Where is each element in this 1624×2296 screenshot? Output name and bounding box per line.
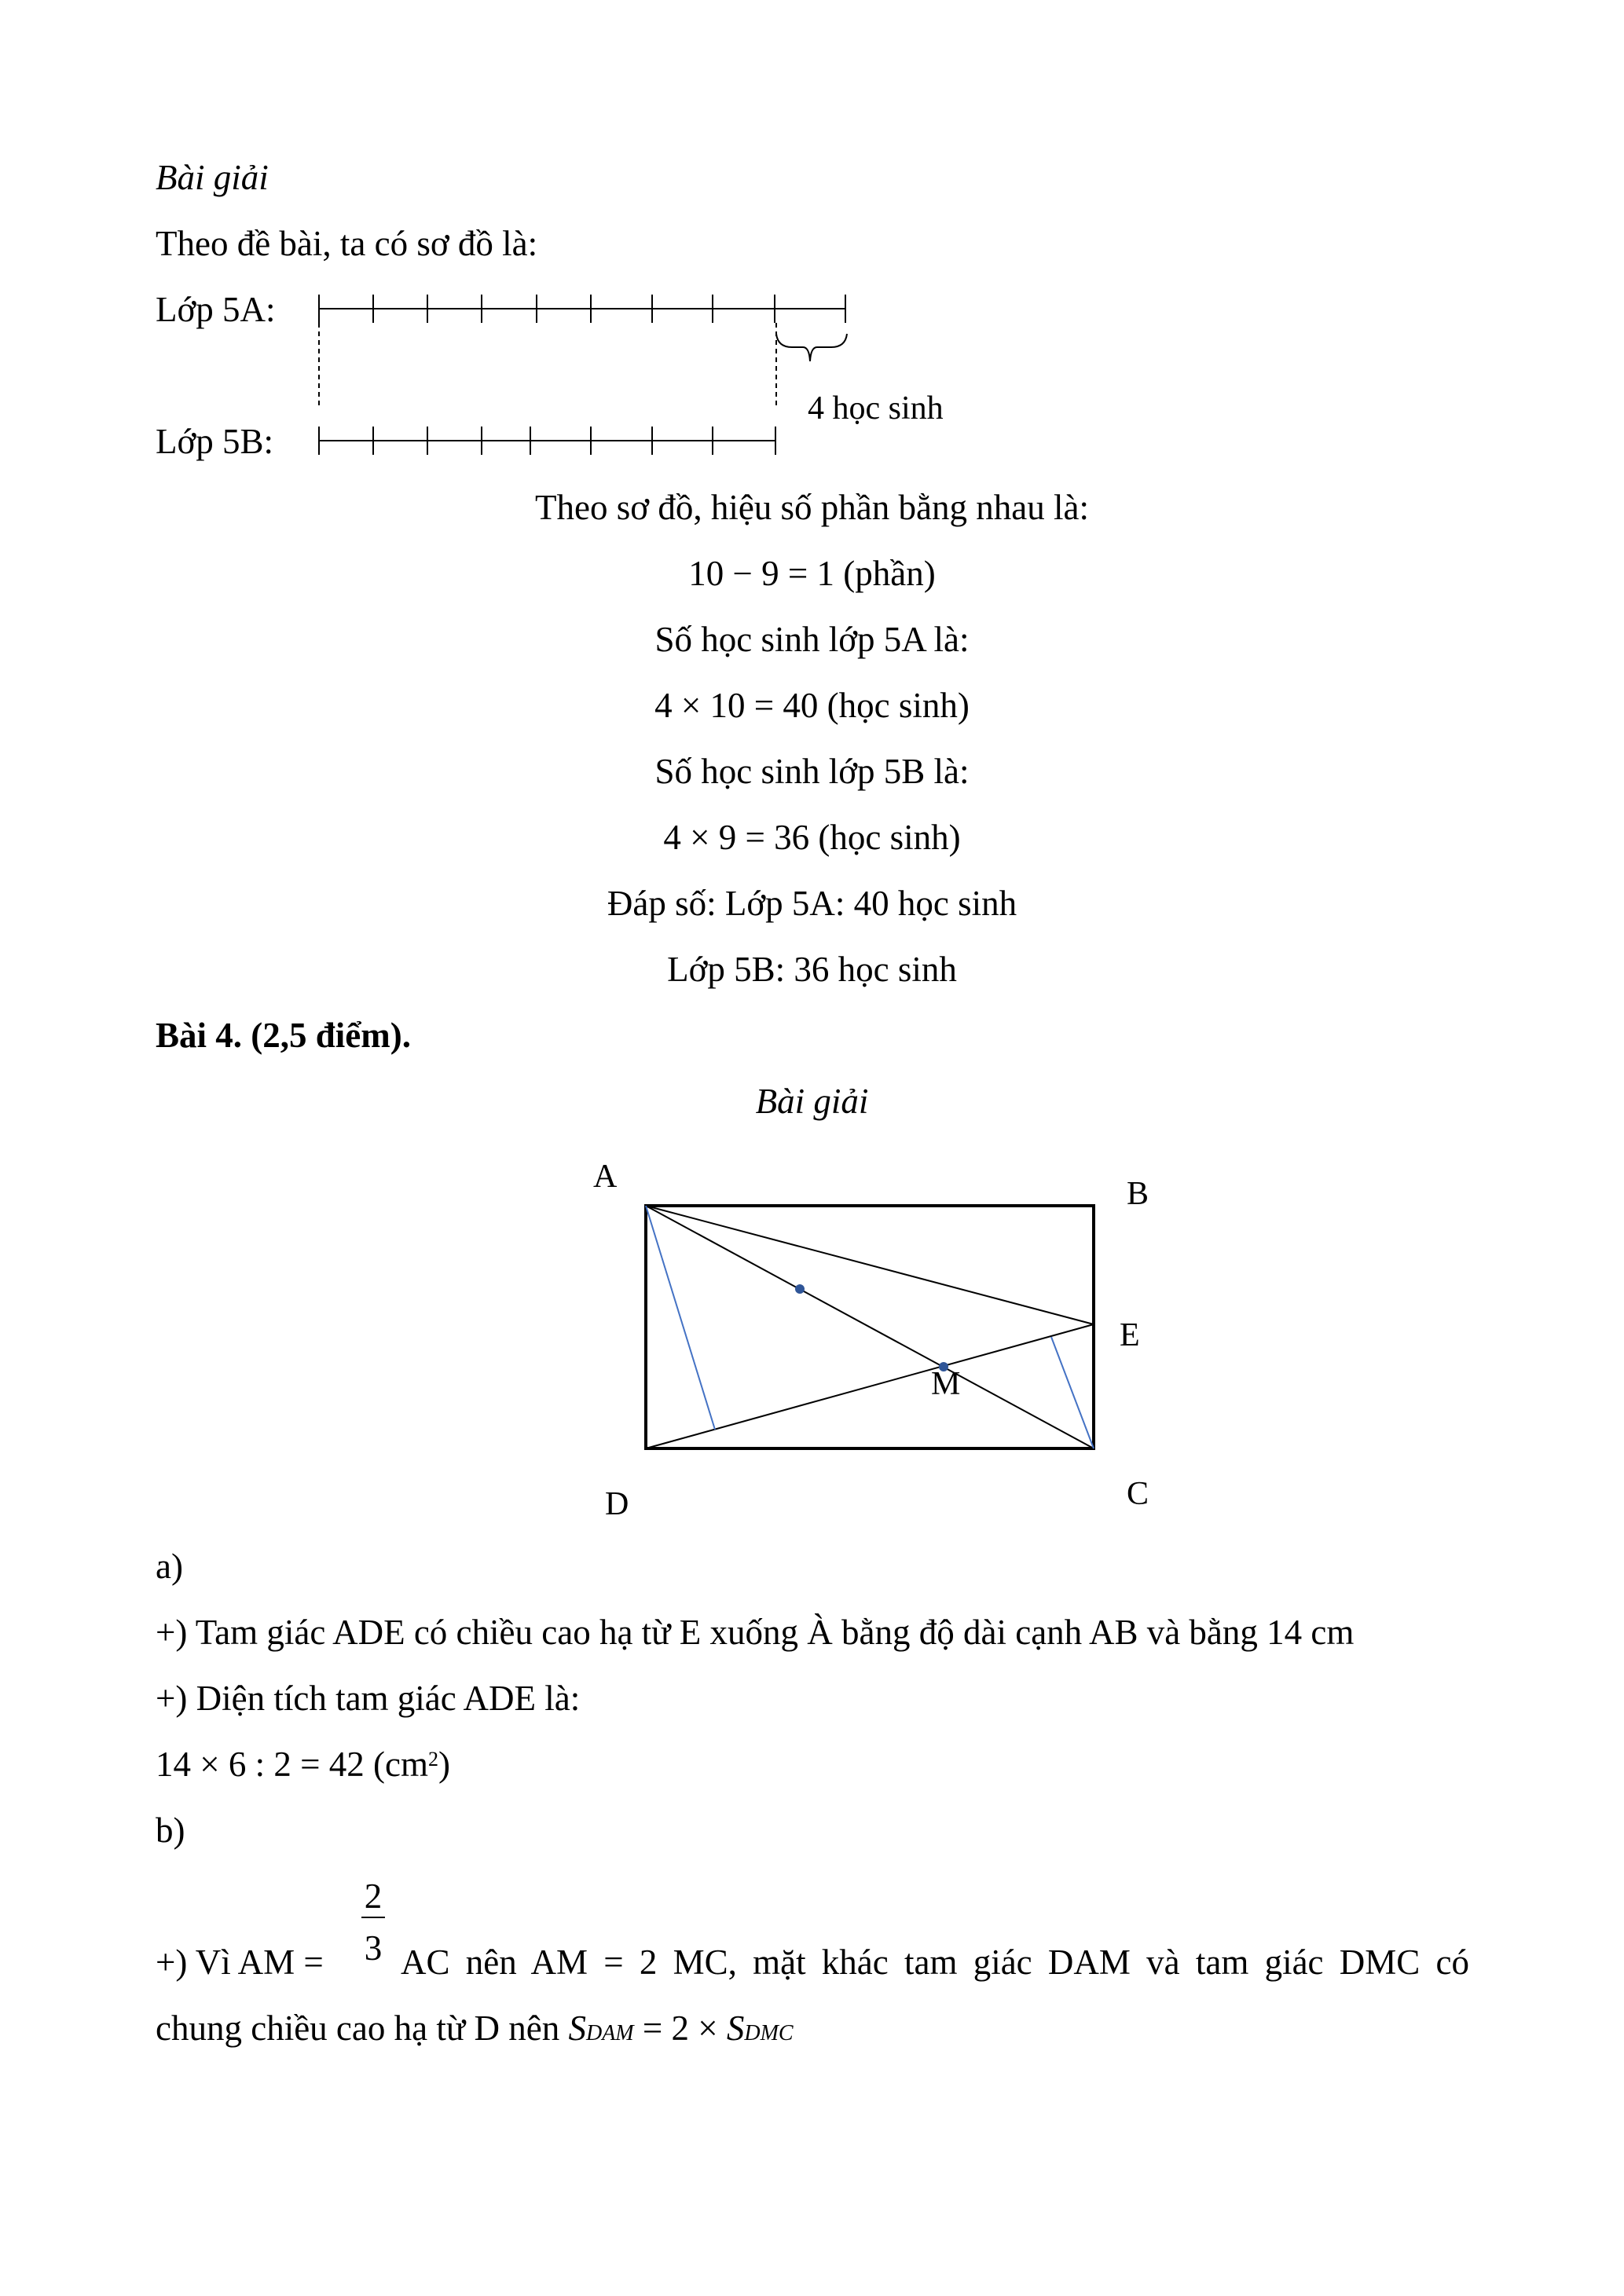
label-e: E (1120, 1317, 1140, 1353)
class-5a-label: Lớp 5A: (156, 290, 276, 329)
fraction-numerator: 2 (364, 1877, 383, 1916)
problem-4-title: Bài 4. (2,5 điểm). (156, 1016, 411, 1055)
line-6: 4 × 9 = 36 (học sinh) (663, 818, 961, 857)
part-b-line-1-end: AC nên AM = 2 MC, mặt khác tam giác DAM và tam giác DMC có (401, 1943, 1469, 1982)
line-5: Số học sinh lớp 5B là: (654, 752, 970, 791)
part-b-line-2: chung chiều cao hạ từ D nên SDAM = 2 × SDMC (156, 2009, 794, 2048)
class-5b-label: Lớp 5B: (156, 422, 274, 461)
intro-text: Theo đề bài, ta có sơ đồ là: (156, 224, 538, 263)
answer-line-2: Lớp 5B: 36 học sinh (667, 950, 957, 989)
solution-heading: Bài giải (156, 158, 269, 197)
label-d: D (605, 1486, 629, 1522)
label-b: B (1127, 1176, 1149, 1212)
part-b-line-1-start: +) Vì AM = (156, 1943, 324, 1982)
part-a-line-2: +) Diện tích tam giác ADE là: (156, 1679, 581, 1718)
brace-label: 4 học sinh (808, 390, 944, 427)
part-a-label: a) (156, 1547, 183, 1586)
label-c: C (1127, 1476, 1149, 1512)
part-b-label: b) (156, 1811, 185, 1850)
line-1: Theo sơ đồ, hiệu số phần bằng nhau là: (535, 488, 1089, 527)
fraction-denominator: 3 (364, 1928, 383, 1968)
part-a-calc: 14 × 6 : 2 = 42 $(cm^2)$ (156, 1745, 450, 1784)
line-2: 10 − 9 = 1 (phần) (688, 554, 936, 593)
line-3: Số học sinh lớp 5A là: (654, 620, 970, 659)
label-m: M (931, 1366, 961, 1402)
line-4: 4 × 10 = 40 (học sinh) (654, 686, 970, 725)
answer-line: Đáp số: Lớp 5A: 40 học sinh (607, 884, 1017, 923)
solution-heading-4: Bài giải (755, 1082, 869, 1121)
label-a: A (593, 1159, 618, 1195)
part-a-line-1: +) Tam giác ADE có chiều cao hạ từ E xuống À bằng độ dài cạnh AB và bằng 14 cm (156, 1613, 1355, 1652)
